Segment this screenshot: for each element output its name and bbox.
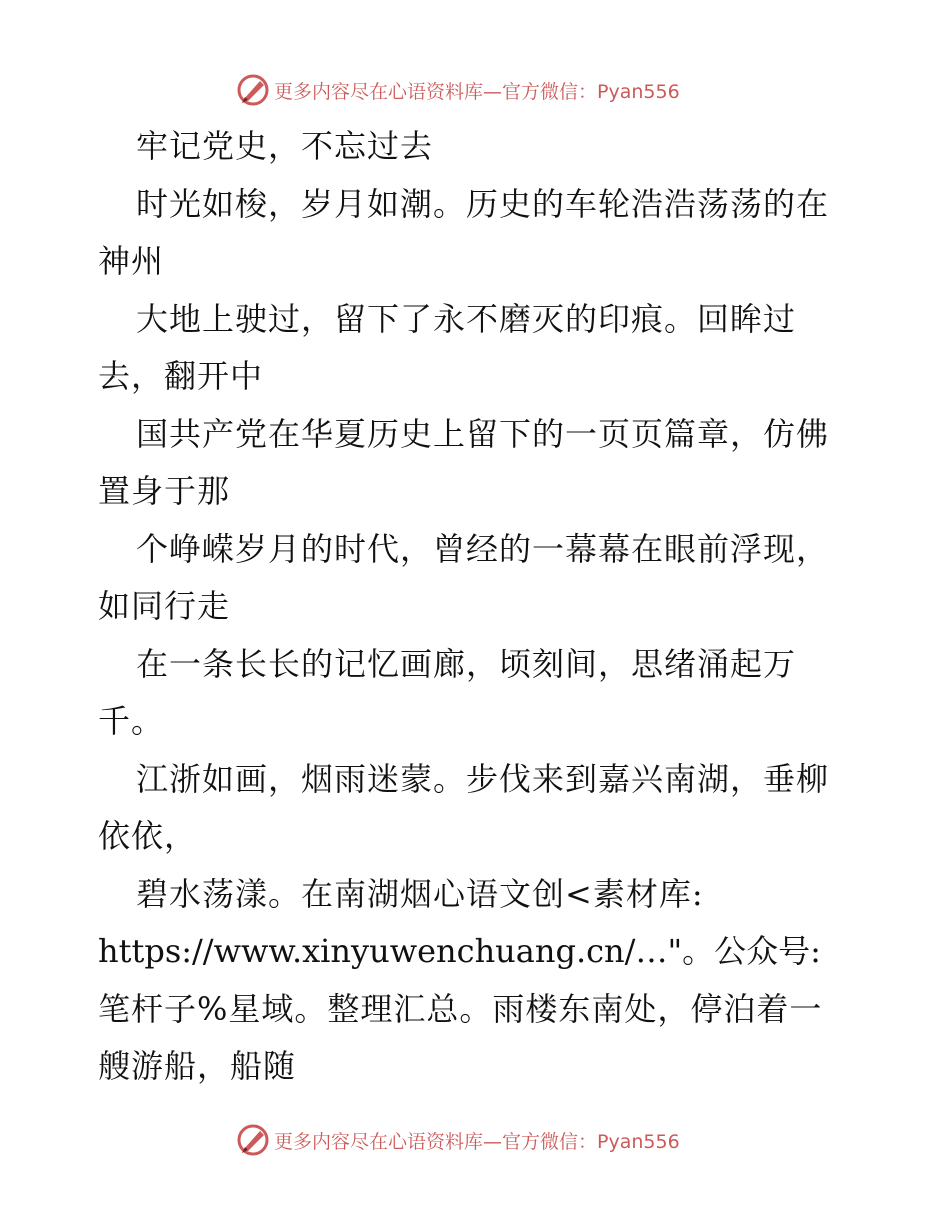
header-watermark xyxy=(236,72,680,108)
pen-logo-icon xyxy=(236,1123,270,1157)
paragraph-line: 千。 xyxy=(98,702,165,740)
paragraph-line: 依依， xyxy=(98,817,198,855)
paragraph-line: 去，翻开中 xyxy=(98,357,264,395)
paragraph-line: 艘游船，船随 xyxy=(98,1047,297,1085)
paragraph-line: 时光如梭，岁月如潮。历史的车轮浩浩荡荡的在 xyxy=(136,184,830,223)
paragraph-line: 如同行走 xyxy=(98,587,231,625)
paragraph-line: 个峥嵘岁月的时代，曾经的一幕幕在眼前浮现， xyxy=(136,529,830,568)
paragraph-line: 大地上驶过，留下了永不磨灭的印痕。回眸过 xyxy=(136,299,797,338)
document-title: 牢记党史，不忘过去 xyxy=(136,127,434,165)
paragraph-line: 在一条长长的记忆画廊，顷刻间，思绪涌起万 xyxy=(136,644,797,683)
paragraph-line: 神州 xyxy=(98,242,165,280)
header-watermark-text: 更多内容尽在心语资料库—官方微信：Pyan556 xyxy=(274,80,680,103)
paragraph-line: 笔杆子%星域。整理汇总。雨楼东南处，停泊着一 xyxy=(98,989,823,1028)
document-body xyxy=(98,118,858,1096)
paragraph-line: 江浙如画，烟雨迷蒙。步伐来到嘉兴南湖，垂柳 xyxy=(136,759,830,798)
paragraph-line: 碧水荡漾。在南湖烟心语文创<素材库: xyxy=(136,874,704,913)
paragraph-line: https://www.xinyuwenchuang.cn/…"。公众号: xyxy=(98,932,821,970)
footer-watermark xyxy=(236,1122,680,1158)
footer-watermark-text: 更多内容尽在心语资料库—官方微信：Pyan556 xyxy=(274,1130,680,1153)
paragraph-line: 置身于那 xyxy=(98,472,231,510)
pen-logo-icon xyxy=(236,73,270,107)
paragraph-line: 国共产党在华夏历史上留下的一页页篇章，仿佛 xyxy=(136,414,830,453)
